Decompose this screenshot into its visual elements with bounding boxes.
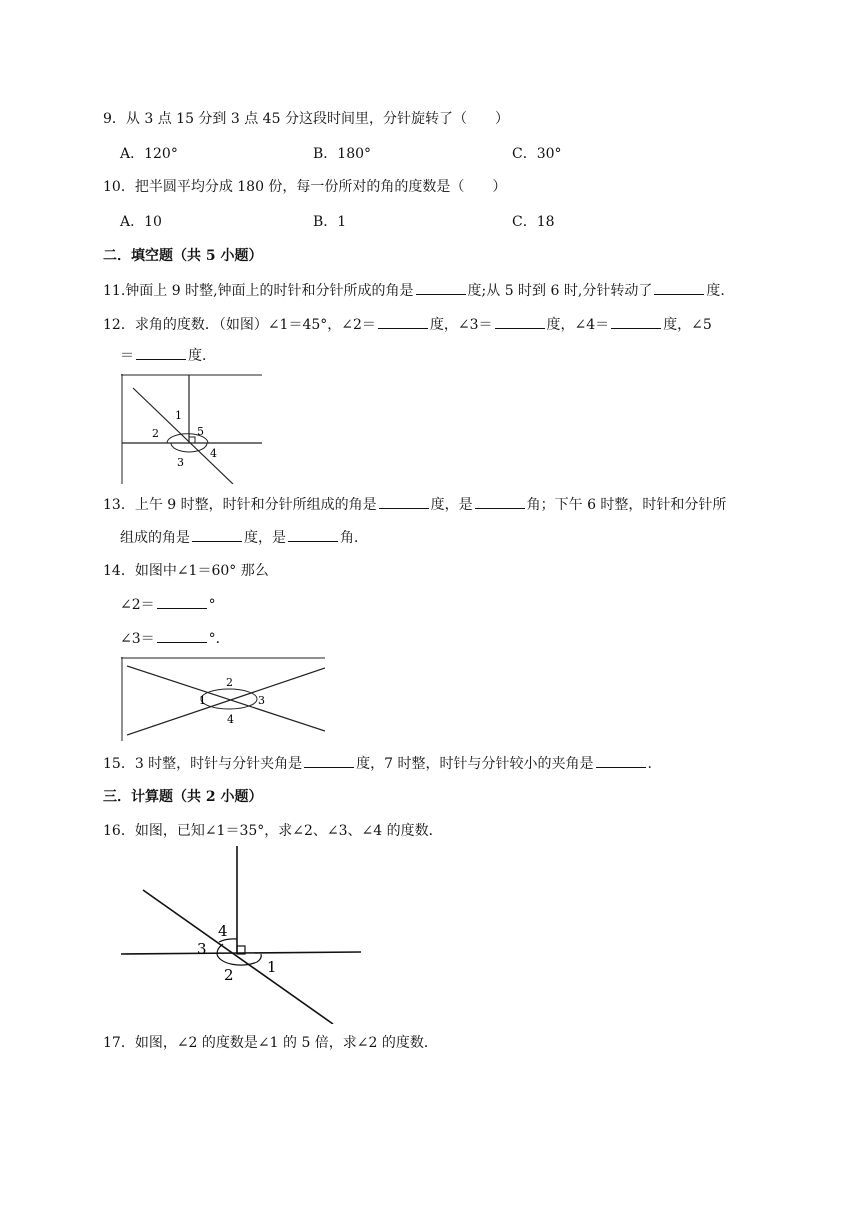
q10-option-c: C．18 — [512, 214, 555, 230]
q16-stem: 16．如图，已知∠1＝35°，求∠2、∠3、∠4 的度数． — [103, 823, 443, 839]
q13-blank-2 — [475, 494, 525, 509]
q12-text-line2 — [120, 345, 216, 366]
q12-angle-label-1: 1 — [175, 409, 182, 422]
q12-part3: 度，∠4＝ — [546, 317, 610, 333]
q15-blank-1 — [304, 753, 354, 768]
q12-blank-4 — [136, 345, 186, 360]
q16-diagonal-line — [143, 890, 333, 1024]
q14-angle-label-2: 2 — [226, 676, 233, 689]
q13-part6: 角． — [340, 530, 368, 546]
q12-blank-1 — [378, 314, 428, 329]
q10-option-a: A．10 — [120, 214, 162, 230]
q12-blank-3 — [611, 314, 661, 329]
q9-option-b: B．180° — [313, 146, 372, 162]
q11-blank-2 — [654, 280, 704, 295]
q11-part3: 度. — [706, 283, 725, 299]
q9-option-c: C．30° — [512, 146, 562, 162]
q12-part4: 度，∠5 — [663, 317, 712, 333]
q13-blank-3 — [192, 527, 242, 542]
q14-blank-1 — [157, 594, 207, 609]
q17-stem: 17．如图，∠2 的度数是∠1 的 5 倍，求∠2 的度数． — [103, 1035, 438, 1051]
q16-angle-label-1: 1 — [267, 958, 277, 976]
q14-angle2-label: ∠2＝ — [120, 597, 155, 613]
q16-angle-label-3: 3 — [197, 940, 207, 958]
q13-part1: 13．上午 9 时整，时针和分针所组成的角是 — [103, 497, 377, 513]
q12-part1: 12．求角的度数．（如图）∠1＝45°，∠2＝ — [103, 317, 376, 333]
q14-answer-2 — [120, 594, 216, 615]
q14-angle-label-3: 3 — [258, 694, 265, 707]
q13-part2: 度，是 — [430, 497, 473, 513]
q16-angle-label-4: 4 — [218, 922, 228, 940]
q16-figure — [121, 846, 365, 1024]
q13-part4: 组成的角是 — [120, 530, 190, 546]
q12-angle-label-3: 3 — [177, 456, 184, 469]
q14-answer-3 — [120, 628, 230, 649]
q11-part2: 度;从 5 时到 6 时,分针转动了 — [467, 283, 653, 299]
q11-text — [103, 280, 725, 301]
q13-text-line1 — [103, 494, 726, 515]
q12-angle-label-2: 2 — [152, 427, 159, 440]
q16-angle-label-2: 2 — [224, 966, 234, 984]
section-fill-in-heading: 二．填空题（共 5 小题） — [103, 248, 263, 264]
q14-angle3-label: ∠3＝ — [120, 631, 155, 647]
q15-part3: . — [647, 756, 652, 772]
q12-lower-arc — [171, 443, 207, 452]
q13-blank-1 — [379, 494, 429, 509]
q13-text-line2 — [120, 527, 368, 548]
q11-blank-1 — [416, 280, 466, 295]
q12-angle-label-4: 4 — [210, 447, 217, 460]
q13-blank-4 — [288, 527, 338, 542]
q11-part1: 11.钟面上 9 时整,钟面上的时针和分针所成的角是 — [103, 283, 414, 299]
q12-part2: 度，∠3＝ — [429, 317, 493, 333]
q12-part6: 度． — [188, 348, 216, 364]
q10-stem: 10．把半圆平均分成 180 份，每一份所对的角的度数是（ ） — [103, 179, 507, 195]
q15-text — [103, 753, 652, 774]
q9-stem: 9．从 3 点 15 分到 3 点 45 分这段时间里，分针旋转了（ ） — [103, 111, 509, 127]
q12-text-line1 — [103, 314, 712, 335]
q14-blank-2 — [157, 628, 207, 643]
q14-angle-label-4: 4 — [227, 713, 234, 726]
section-calculation-heading: 三．计算题（共 2 小题） — [103, 789, 263, 805]
q14-stem: 14．如图中∠1＝60° 那么 — [103, 563, 269, 579]
q10-option-b: B．1 — [313, 214, 347, 230]
q14-angle3-suffix: °． — [208, 631, 230, 647]
q9-option-a: A．120° — [120, 146, 178, 162]
q14-figure — [121, 657, 325, 741]
q12-diagonal-line — [133, 388, 233, 484]
q15-part2: 度，7 时整，时针与分针较小的夹角是 — [356, 756, 594, 772]
q12-angle-label-5: 5 — [197, 425, 204, 438]
q12-part5: ＝ — [120, 348, 134, 364]
q15-part1: 15．3 时整，时针与分针夹角是 — [103, 756, 303, 772]
q13-part3: 角；下午 6 时整，时针和分针所 — [526, 497, 727, 513]
q15-blank-2 — [596, 753, 646, 768]
q13-part5: 度，是 — [244, 530, 286, 546]
q12-blank-2 — [495, 314, 545, 329]
q16-arc-1 — [257, 954, 261, 962]
q12-figure — [121, 374, 263, 484]
q14-angle2-suffix: ° — [208, 597, 216, 613]
q14-angle-label-1: 1 — [199, 694, 206, 707]
